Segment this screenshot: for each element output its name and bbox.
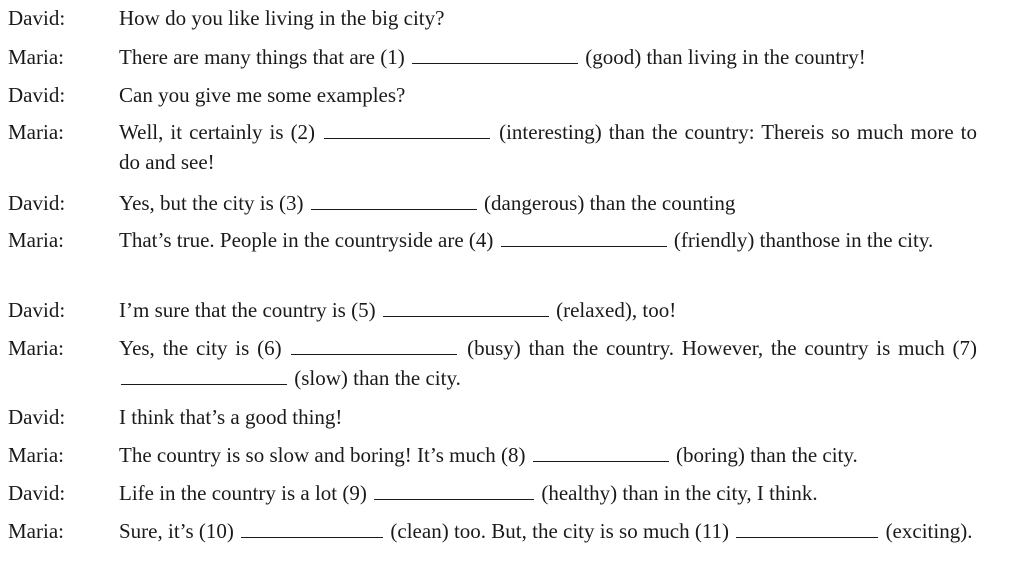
dialogue-text [119,3,977,33]
dialogue-text [119,516,977,546]
answer-blank-10[interactable] [241,519,383,538]
dialogue-text [119,117,977,177]
text-part: (slow) than the city. [294,366,461,390]
text-part: Sure, it’s (10) [119,519,234,543]
answer-blank-1[interactable] [412,45,578,64]
text-part: Life in the country is a lot (9) [119,481,367,505]
text-part: I think that’s a good thing! [119,405,343,429]
answer-blank-11[interactable] [736,519,878,538]
text-part: Yes, but the city is (3) [119,191,304,215]
dialogue-text [119,225,977,255]
text-part: (interesting) than the country: Thereis so much more to do and see! [119,120,978,174]
speaker-label: Maria: [8,120,64,144]
text-part: I’m sure that the country is (5) [119,298,376,322]
text-part: That’s true. People in the countryside are (4) [119,228,494,252]
answer-blank-2[interactable] [324,120,490,139]
speaker-label: David: [8,298,66,322]
text-part: (dangerous) than the counting [484,191,736,215]
answer-blank-5[interactable] [383,298,549,317]
speaker-label: Maria: [8,443,64,467]
text-part: (friendly) thanthose in the city. [673,228,934,252]
text-part: How do you like living in the big city? [119,6,445,30]
speaker-label: David: [8,481,66,505]
answer-blank-3[interactable] [311,191,477,210]
dialogue-text [119,402,977,432]
text-part: Can you give me some examples? [119,83,406,107]
text-part: (busy) than the country. However, the country is much (7) [467,336,977,360]
text-part: There are many things that are (1) [119,45,405,69]
dialogue-text [119,80,977,110]
speaker-label: David: [8,405,66,429]
answer-blank-8[interactable] [533,443,669,462]
answer-blank-9[interactable] [374,481,534,500]
dialogue-text [119,478,977,508]
text-part: (exciting). [885,519,973,543]
text-part: Yes, the city is (6) [119,336,282,360]
text-part: (clean) too. But, the city is so much (11) [390,519,730,543]
answer-blank-6[interactable] [291,336,457,355]
dialogue-text [119,42,977,72]
dialogue-text [119,188,977,218]
text-part: (healthy) than in the city, I think. [541,481,818,505]
speaker-label: Maria: [8,45,64,69]
text-part: (boring) than the city. [676,443,858,467]
dialogue-text [119,440,977,470]
answer-blank-4[interactable] [501,228,667,247]
text-part: (good) than living in the country! [585,45,866,69]
answer-blank-7[interactable] [121,366,287,385]
speaker-label: Maria: [8,336,64,360]
dialogue-text [119,333,977,393]
speaker-label: David: [8,6,66,30]
text-part: (relaxed), too! [556,298,677,322]
speaker-label: Maria: [8,519,64,543]
text-part: The country is so slow and boring! It’s much (8) [119,443,526,467]
speaker-label: David: [8,191,66,215]
speaker-label: Maria: [8,228,64,252]
text-part: Well, it certainly is (2) [119,120,316,144]
dialogue-text [119,295,977,325]
speaker-label: David: [8,83,66,107]
